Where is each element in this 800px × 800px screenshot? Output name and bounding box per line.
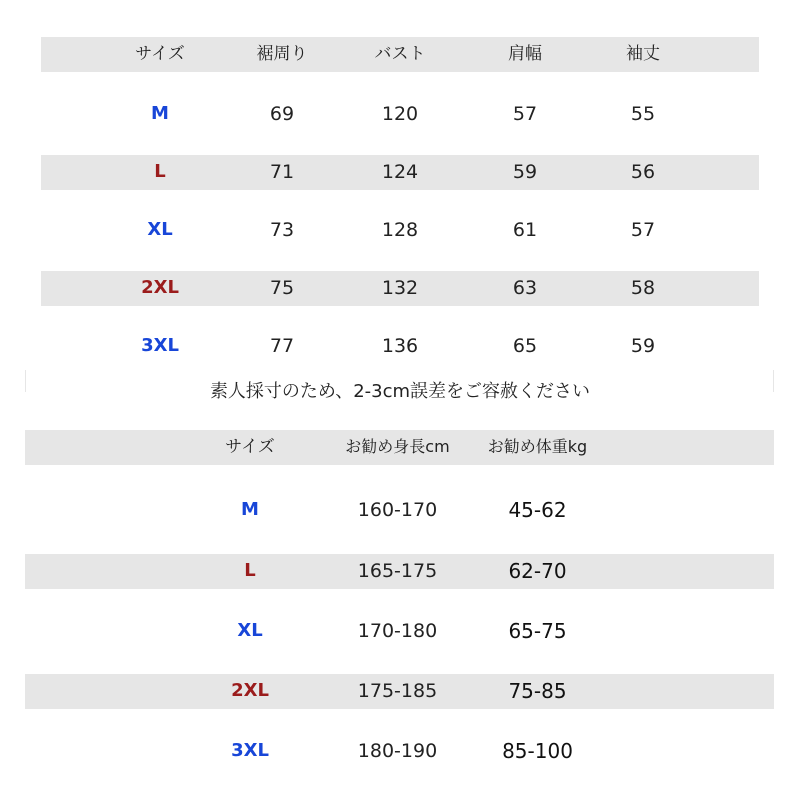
shoulder-value: 59	[512, 161, 538, 183]
header-hem: 裾周り	[256, 44, 308, 64]
measurement-note: 素人採寸のため、2-3cm誤差をご容赦ください	[209, 381, 591, 402]
hem-value: 69	[269, 103, 295, 125]
size-label: XL	[237, 620, 263, 641]
table-row	[0, 673, 800, 709]
bust-value: 136	[381, 335, 419, 357]
size-label: M	[241, 499, 259, 520]
size-label: 3XL	[231, 740, 269, 761]
header-shoulder: 肩幅	[508, 44, 542, 64]
shoulder-value: 61	[512, 219, 538, 241]
shoulder-value: 57	[512, 103, 538, 125]
size-label: 2XL	[231, 680, 269, 701]
sleeve-value: 57	[630, 219, 656, 241]
table-header-row	[0, 429, 800, 465]
height-range: 170-180	[357, 620, 438, 642]
height-range: 160-170	[357, 499, 438, 521]
size-label: XL	[147, 219, 173, 240]
hem-value: 73	[269, 219, 295, 241]
bust-value: 132	[381, 277, 419, 299]
header-recommended-height: お勧め身長cm	[345, 437, 450, 456]
size-label: 3XL	[141, 335, 179, 356]
sleeve-value: 56	[630, 161, 656, 183]
sleeve-value: 58	[630, 277, 656, 299]
sleeve-value: 55	[630, 103, 656, 125]
weight-range: 75-85	[508, 679, 567, 703]
weight-range: 65-75	[508, 619, 567, 643]
shoulder-value: 63	[512, 277, 538, 299]
height-range: 180-190	[357, 740, 438, 762]
header-size: サイズ	[135, 44, 185, 64]
header-bust: バスト	[374, 44, 426, 64]
table-header-row	[0, 36, 800, 72]
sleeve-value: 59	[630, 335, 656, 357]
hem-value: 75	[269, 277, 295, 299]
size-label: L	[154, 161, 166, 182]
table-row	[0, 212, 800, 248]
table-row	[0, 96, 800, 132]
header-recommended-weight: お勧め体重kg	[487, 437, 588, 456]
table-row	[0, 613, 800, 649]
table-row	[0, 154, 800, 190]
weight-range: 85-100	[502, 739, 573, 763]
size-label: 2XL	[141, 277, 179, 298]
hem-value: 71	[269, 161, 295, 183]
header-size: サイズ	[225, 437, 275, 457]
weight-range: 62-70	[508, 559, 567, 583]
table-row	[0, 328, 800, 364]
shoulder-value: 65	[512, 335, 538, 357]
header-sleeve: 袖丈	[626, 44, 660, 64]
weight-range: 45-62	[508, 498, 567, 522]
table-row	[0, 492, 800, 528]
size-label: M	[151, 103, 169, 124]
table-row	[0, 270, 800, 306]
height-range: 175-185	[357, 680, 438, 702]
bust-value: 128	[381, 219, 419, 241]
hem-value: 77	[269, 335, 295, 357]
table-row	[0, 553, 800, 589]
height-range: 165-175	[357, 560, 438, 582]
bust-value: 120	[381, 103, 419, 125]
table-row	[0, 733, 800, 769]
bust-value: 124	[381, 161, 419, 183]
size-label: L	[244, 560, 256, 581]
